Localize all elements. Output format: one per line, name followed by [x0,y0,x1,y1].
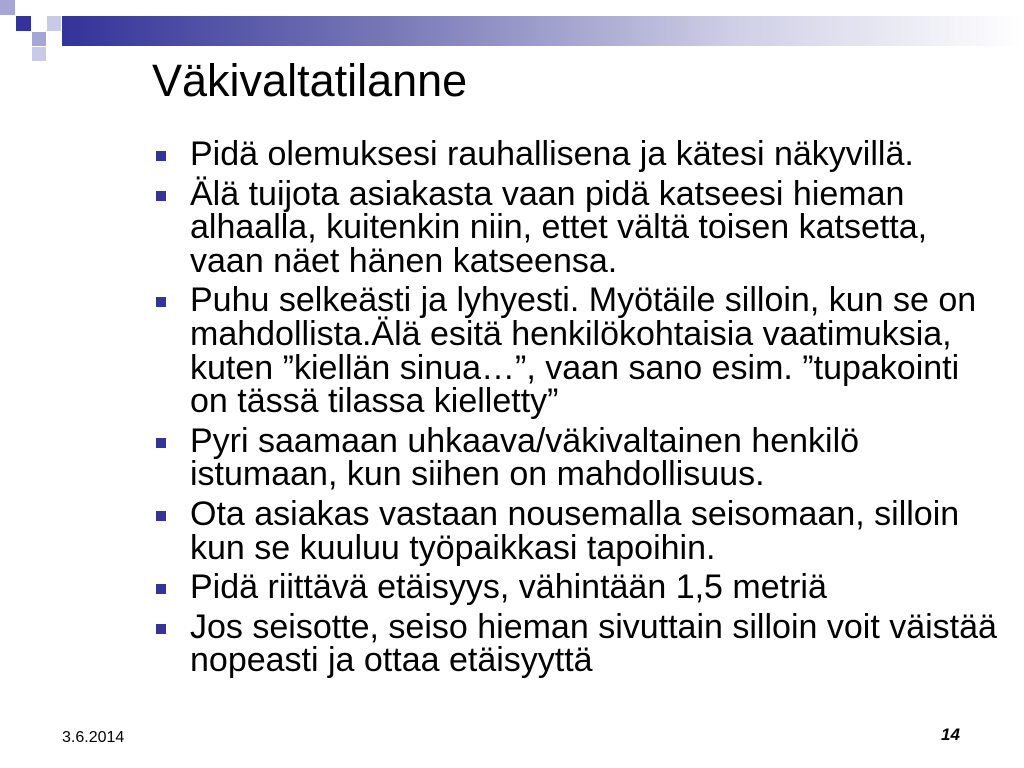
bullet-line: Puhu selkeästi ja lyhyesti. Myötäile silloin, kun se on [190,281,977,320]
bullet-item [0,421,997,494]
bullet-item [0,281,997,421]
bullet-line: vaan näet hänen katseensa. [190,241,618,280]
bullet-line: mahdollista.Älä esitä henkilökohtaisia vaatimuksia, [190,314,952,353]
slide-number: 14 [941,725,960,744]
square-bullet-icon [156,191,166,201]
slide-title: Väkivaltatilanne [152,55,468,106]
bullet-line: kun se kuuluu työpaikkasi tapoihin. [190,528,716,567]
decor-square [32,32,46,46]
decor-square [32,47,46,61]
square-bullet-icon [156,297,166,307]
bullet-line: Pidä olemuksesi rauhallisena ja kätesi näkyvillä. [190,135,914,173]
bullet-line: nopeasti ja ottaa etäisyyttä [190,641,593,680]
square-bullet-icon [156,151,166,161]
bullet-item [0,568,997,607]
square-bullet-icon [156,584,166,594]
bullet-item [0,607,997,680]
bullet-list [0,135,997,684]
decor-square [0,0,15,15]
bullet-line: Pyri saamaan uhkaava/väkivaltainen henkilö [190,421,860,460]
bullet-item [0,135,997,173]
bullet-item [0,494,997,567]
decor-square [16,16,31,31]
bullet-line: Jos seisotte, seiso hieman sivuttain silloin voit väistää [190,607,997,646]
bullet-line: kuten ”kiellän sinua…”, vaan sano esim. ”tupakointi [190,348,960,387]
bullet-line: Älä tuijota asiakasta vaan pidä katseesi hieman [190,174,905,213]
square-bullet-icon [156,624,166,634]
decor-square [47,16,61,31]
bullet-line: on tässä tilassa kielletty” [190,382,559,421]
bullet-item [0,174,997,280]
bullet-line: alhaalla, kuitenkin niin, ettet vältä toisen katsetta, [190,208,928,247]
bullet-line: Pidä riittävä etäisyys, vähintään 1,5 metriä [190,568,827,607]
square-bullet-icon [156,438,166,448]
footer-date: 3.6.2014 [62,729,125,746]
bullet-line: Ota asiakas vastaan nousemalla seisomaan, silloin [190,494,960,533]
square-bullet-icon [156,511,166,521]
bullet-line: istumaan, kun siihen on mahdollisuus. [190,455,765,494]
header-gradient-bar [62,16,1024,46]
